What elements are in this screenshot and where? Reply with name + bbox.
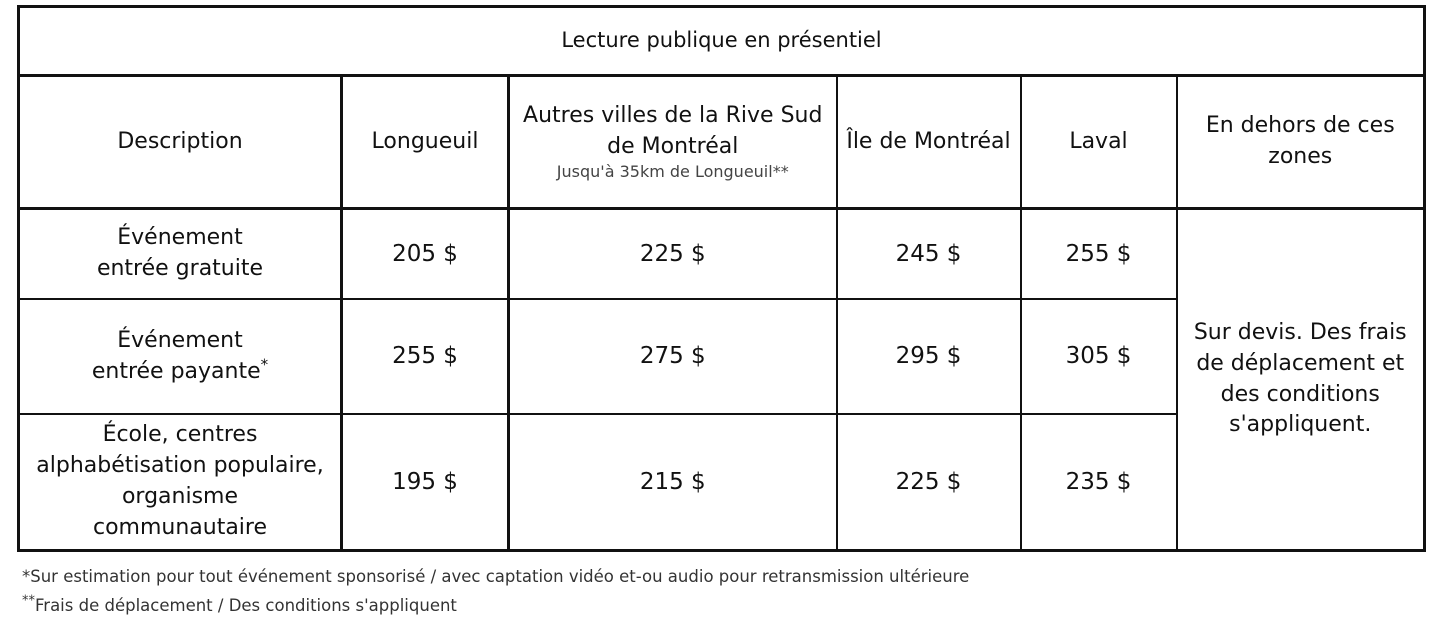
price-laval: 235 $: [1021, 414, 1177, 551]
table-title: Lecture publique en présentiel: [19, 7, 1425, 76]
outside-zones-note: Sur devis. Des frais de déplacement et des conditions s'appliquent.: [1177, 209, 1425, 551]
price-longueuil: 255 $: [342, 299, 509, 414]
price-ile-montreal: 295 $: [837, 299, 1021, 414]
table-row: [19, 209, 1425, 300]
row-description: [19, 299, 342, 414]
price-rive-sud: 225 $: [509, 209, 837, 300]
footnote-travel-text: Frais de déplacement / Des conditions s'appliquent: [35, 596, 457, 615]
pricing-table: [17, 5, 1426, 552]
price-rive-sud: 215 $: [509, 414, 837, 551]
header-outside-zones: En dehors de ces zones: [1177, 76, 1425, 209]
price-ile-montreal: 245 $: [837, 209, 1021, 300]
footnote-travel: [22, 591, 969, 620]
header-rive-sud-label: Autres villes de la Rive Sud de Montréal: [523, 102, 823, 159]
price-longueuil: 205 $: [342, 209, 509, 300]
row-description-text: Événement entrée payante: [91, 327, 261, 384]
row-description-marker: *: [260, 355, 269, 374]
price-longueuil: 195 $: [342, 414, 509, 551]
footnote-travel-marker: **: [22, 593, 35, 609]
header-description: Description: [19, 76, 342, 209]
price-ile-montreal: 225 $: [837, 414, 1021, 551]
price-laval: 305 $: [1021, 299, 1177, 414]
header-ile-montreal: Île de Montréal: [837, 76, 1021, 209]
footnote-sponsored: *Sur estimation pour tout événement sponsorisé / avec captation vidéo et-ou audio pour retransmission ultérieure: [22, 567, 970, 586]
header-longueuil: Longueuil: [342, 76, 509, 209]
header-rive-sud: [509, 76, 837, 209]
header-row: [19, 76, 1425, 209]
price-rive-sud: 275 $: [509, 299, 837, 414]
price-laval: 255 $: [1021, 209, 1177, 300]
row-description: École, centres alphabétisation populaire, organisme communautaire: [19, 414, 342, 551]
header-laval: Laval: [1021, 76, 1177, 209]
footnotes: [22, 562, 969, 620]
header-rive-sud-note: Jusqu'à 35km de Longueuil**: [556, 162, 789, 182]
row-description: Événement entrée gratuite: [19, 209, 342, 300]
